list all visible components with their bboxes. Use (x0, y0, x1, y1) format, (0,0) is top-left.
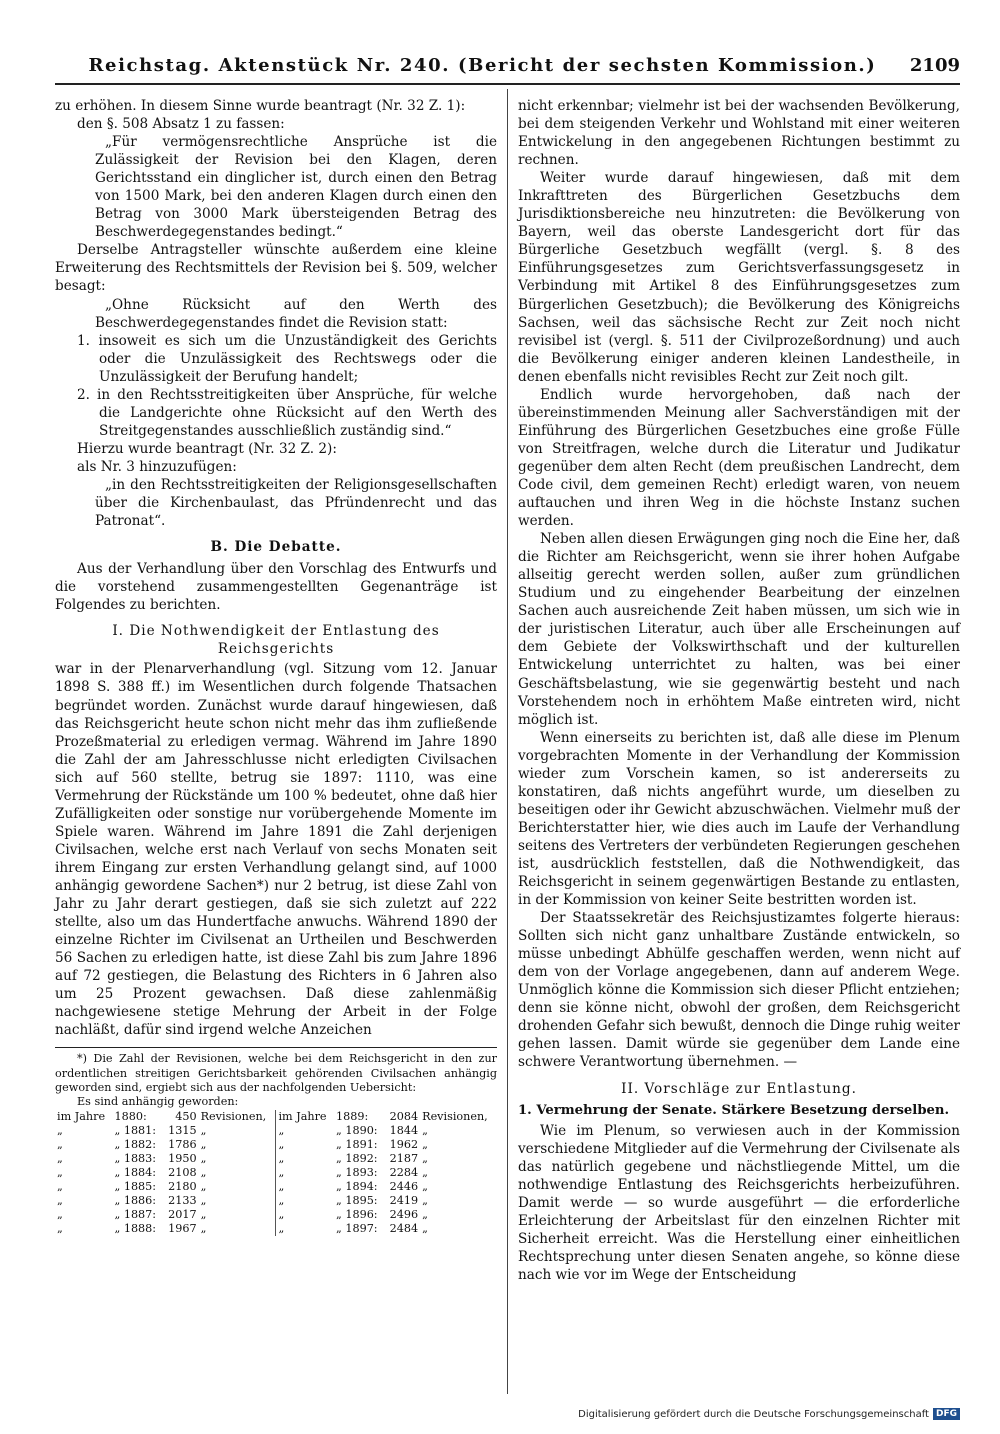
paragraph: den §. 508 Absatz 1 zu fassen: (77, 116, 285, 133)
list-item: 2. in den Rechtsstreitigkeiten über Ansprüche, für welche die Landgerichte ohne Rücksicht auf den Werth des Streitgegenstandes ausschließlich zuständig sind.“ (77, 386, 497, 439)
table-row (55, 1110, 497, 1124)
table-cell: „ (57, 1138, 63, 1152)
table-cell: „ 1886: (114, 1194, 157, 1208)
paragraph: Hierzu wurde beantragt (Nr. 32 Z. 2): (77, 440, 337, 457)
table-cell: „ (276, 1152, 334, 1166)
page-number: 2109 (909, 55, 960, 76)
table-cell: 1315 (168, 1124, 197, 1138)
table-cell: „ (276, 1124, 334, 1138)
table-cell: „ (57, 1194, 63, 1208)
footnote-text: *) Die Zahl der Revisionen, welche bei dem Reichsgericht in den zur ordentlichen streitigen Gerichtsbarkeit gehörenden Civilsachen anhängig geworden sind, ergiebt sich aus der nachfolgenden Uebersicht: (55, 1052, 497, 1094)
table-cell: „ 1890: (335, 1124, 378, 1138)
section-heading: B. Die Debatte. (210, 539, 342, 556)
table-cell: „ 1896: (335, 1208, 378, 1222)
digitization-credit (578, 1408, 960, 1420)
paragraph: als Nr. 3 hinzuzufügen: (77, 458, 237, 475)
table-cell: „ (57, 1208, 63, 1222)
table-cell: „ 1884: (114, 1166, 157, 1180)
table-row (55, 1166, 497, 1180)
table-cell: „ (57, 1222, 63, 1236)
table-cell: 2180 (168, 1180, 197, 1194)
table-cell: „ (276, 1222, 334, 1236)
running-header (55, 55, 960, 81)
header-title: Reichstag. Aktenstück Nr. 240. (Bericht der sechsten Kommission.) (88, 55, 877, 76)
table-cell: „ 1882: (114, 1138, 157, 1152)
table-cell: 2446 (389, 1180, 419, 1194)
table-row (55, 1194, 497, 1208)
table-cell: „ 1891: (335, 1138, 378, 1152)
table-cell: „ 1894: (335, 1180, 378, 1194)
table-cell: „ (422, 1152, 428, 1166)
list-item: 1. insoweit es sich um die Unzuständigkeit des Gerichts oder die Unzulässigkeit des Rechtswegs oder die Unzulässigkeit der Berufung handelt; (77, 332, 497, 385)
paragraph: nicht erkennbar; vielmehr ist bei der wachsenden Bevölkerung, bei dem steigenden Verkehr und Wohlstand mit einer weiteren Entwickelung in den angegebenen Richtungen bestimmt zu rechnen. (518, 98, 960, 169)
paragraph: Der Staatssekretär des Reichsjustizamtes folgerte hieraus: Sollten sich nicht ganz unhaltbare Zustände entwickeln, so müsse unbedingt Abhülfe geschaffen werden, wenn nicht auf dem von der Vorlage angegebenen, dann auf anderem Wege. Unmöglich könne die Kommission sich dieser Pflicht entziehen; denn sie könne nicht, obwohl der großen, dem Reichsgericht drohenden Gefahr sich bewußt, dennoch die Dinge ruhig weiter gehen lassen. Damit würde sie gegenüber dem Lande eine schwere Verantwortung übernehmen. — (518, 910, 960, 1071)
table-cell: „ 1885: (114, 1180, 157, 1194)
table-cell: „ (276, 1180, 334, 1194)
revision-stats-table (55, 1110, 497, 1236)
table-cell: 2084 (389, 1110, 419, 1124)
table-cell: „ (276, 1166, 334, 1180)
table-cell: 2419 (389, 1194, 419, 1208)
table-cell: „ 1895: (335, 1194, 378, 1208)
paragraph: Wenn einerseits zu berichten ist, daß alle diese im Plenum vorgebrachten Momente in der Verhandlung der Kommission wieder zum Vorschein kamen, so ist andererseits zu konstatiren, daß nichts angeführt wurde, um dieselben zu beseitigen oder ihr Gewicht abzuschwächen. Vielmehr muß der Berichterstatter hier, wie dies auch im Laufe der Verhandlung seitens des Vertreters der verbündeten Regierungen geschehen ist, ausdrücklich feststellen, daß die Nothwendigkeit, das Reichsgericht in seinem gegenwärtigen Bestande zu entlasten, in der Kommission von keiner Seite bestritten worden ist. (518, 729, 960, 909)
column-divider (507, 89, 508, 1394)
left-column (55, 97, 497, 1236)
table-cell: „ (422, 1222, 428, 1236)
table-cell: 2484 (389, 1222, 419, 1236)
table-cell: 1786 (168, 1138, 197, 1152)
table-cell: „ (422, 1166, 428, 1180)
table-cell: „ 1892: (335, 1152, 378, 1166)
table-cell: 2108 (168, 1166, 197, 1180)
table-cell: „ (422, 1138, 428, 1152)
right-column (518, 97, 960, 1284)
table-cell: „ (200, 1180, 207, 1194)
table-cell: „ (200, 1138, 207, 1152)
table-cell: „ 1883: (114, 1152, 157, 1166)
table-cell: 1889: (335, 1110, 369, 1124)
table-cell: „ (276, 1194, 334, 1208)
table-cell: „ (200, 1222, 207, 1236)
paragraph: Derselbe Antragsteller wünschte außerdem eine kleine Erweiterung des Rechtsmittels der Revision bei §. 509, welcher besagt: (55, 242, 497, 295)
table-cell: „ (422, 1124, 428, 1138)
table-cell: „ 1888: (114, 1222, 157, 1236)
footnote-caption: Es sind anhängig geworden: (77, 1095, 239, 1108)
paragraph: Weiter wurde darauf hingewiesen, daß mit dem Inkrafttreten des Bürgerlichen Gesetzbuchs dem Jurisdiktionsbereiche neu hinzutreten: die Bevölkerung von Bayern, weil das oberste Landesgericht dort für das Bürgerliche Gesetzbuch wegfällt (vergl. §. 8 des Einführungsgesetzes zum Gerichtsverfassungsgesetz in Verbindung mit Artikel 8 des Einführungsgesetzes zum Bürgerlichen Gesetzbuch); die Bevölkerung des Königreichs Sachsen, weil das sächsische Recht zur Zeit noch nicht revisibel ist (vergl. §. 511 der Civilprozeßordnung) und auch die Bevölkerung einiger anderen kleinen Landestheile, in denen ebenfalls nicht revisibles Recht zur Zeit noch gilt. (518, 170, 960, 385)
table-cell: 2133 (168, 1194, 197, 1208)
table-cell: „ (200, 1152, 207, 1166)
document-page (55, 55, 960, 1400)
table-cell: „ (200, 1166, 207, 1180)
paragraph: Endlich wurde hervorgehoben, daß nach der übereinstimmenden Meinung aller Sachverständigen mit der Einführung des Bürgerlichen Gesetzbuches eine große Fülle von Streitfragen, welche durch die Literatur und Judikatur gegenüber dem alten Recht (dem preußischen Landrecht, dem Code civil, dem gemeinen Recht) erledigt waren, von neuem auftauchen und ihren Weg in die höchste Instanz suchen werden. (518, 386, 960, 530)
table-cell: „ (57, 1180, 63, 1194)
table-cell: „ (57, 1166, 63, 1180)
paragraph: war in der Plenarverhandlung (vgl. Sitzung vom 12. Januar 1898 S. 388 ff.) im Wesentlichen durch folgende Thatsachen begründet worden. Zunächst wurde darauf hingewiesen, daß das Reichsgericht heute schon nicht mehr das ihm zufließende Prozeßmaterial zu erledigen vermag. Während im Jahre 1890 die Zahl der am Jahresschlusse nicht erledigten Civilsachen sich auf 560 stellte, betrug sie 1897: 1110, was eine Vermehrung der Rückstände um 100 % bedeutet, ohne daß hier Zufälligkeiten oder sonstige nur vorübergehende Momente im Spiele waren. Während im Jahre 1891 die Zahl derjenigen Civilsachen, welche erst nach Verlauf von sechs Monaten seit ihrem Eingang zur ersten Verhandlung gelangt sind, auf 1000 anhängig gewordene Sachen*) nur 2 betrug, ist diese Zahl von Jahr zu Jahr derart gestiegen, daß sie sich zuletzt auf 222 stellte, also um das Hundertfache anwuchs. Während 1890 der einzelne Richter im Civilsenat an Urtheilen und Beschwerden 56 Sachen zu erledigen hatte, ist diese Zahl bis zum Jahre 1896 auf 72 gestiegen, die Belastung des Richters in 6 Jahren also um 25 Prozent gewachsen. Daß diese zahlenmäßig nachgewiesene stetige Mehrung der Arbeit in der Folge nachläßt, dafür sind irgend welche Anzeichen (55, 661, 497, 1039)
table-cell: „ (276, 1138, 334, 1152)
table-cell: „ 1887: (114, 1208, 157, 1222)
table-cell: 1880: (114, 1110, 147, 1124)
table-cell: „ (200, 1208, 207, 1222)
table-cell: „ (422, 1194, 428, 1208)
table-cell: 2017 (168, 1208, 197, 1222)
table-row (55, 1180, 497, 1194)
table-cell: „ (422, 1208, 428, 1222)
paragraph: Aus der Verhandlung über den Vorschlag des Entwurfs und die vorstehend zusammengestellten Gegenanträge ist Folgendes zu berichten. (55, 561, 497, 614)
subsection-heading: 1. Vermehrung der Senate. Stärkere Besetzung derselben. (518, 1102, 950, 1118)
quoted-text: „Für vermögensrechtliche Ansprüche ist die Zulässigkeit der Revision bei den Klagen, deren Gerichtsstand ein dinglicher ist, durch einen den Betrag von 1500 Mark, bei den anderen Klagen durch einen den Betrag von 3000 Mark übersteigenden Betrag des Beschwerdegegenstandes bedingt.“ (95, 134, 497, 241)
table-cell: „ (200, 1194, 207, 1208)
quoted-text: „Ohne Rücksicht auf den Werth des Beschwerdegegenstandes findet die Revision statt: (95, 296, 497, 331)
table-row (55, 1152, 497, 1166)
table-row (55, 1124, 497, 1138)
paragraph: Wie im Plenum, so verwiesen auch in der Kommission verschiedene Mitglieder auf die Vermehrung der Civilsenate als das natürlich gegebene und nächstliegende Mittel, um die nothwendige Entlastung des Reichsgerichts herbeizuführen. Damit werde — so wurde ausgeführt — die erforderliche Erleichterung der Arbeitslast für den einzelnen Richter mit Sicherheit erreicht. Was die Herstellung einer einheitlichen Rechtsprechung unter diesen Senaten angehe, so könne diese nach wie vor im Wege der Entscheidung (518, 1122, 960, 1283)
table-row (55, 1222, 497, 1236)
subsection-heading: I. Die Nothwendigkeit der Entlastung des Reichsgerichts (112, 623, 440, 658)
table-cell: 2284 (389, 1166, 419, 1180)
table-cell: 1962 (389, 1138, 419, 1152)
table-cell: 2496 (389, 1208, 419, 1222)
table-cell: Revisionen, (422, 1110, 488, 1124)
table-cell: „ (276, 1208, 334, 1222)
table-row (55, 1208, 497, 1222)
table-cell: „ 1893: (335, 1166, 378, 1180)
table-cell: 1844 (389, 1124, 419, 1138)
footnote (55, 1052, 497, 1236)
table-row (55, 1138, 497, 1152)
table-cell: „ 1897: (335, 1222, 378, 1236)
paragraph: zu erhöhen. In diesem Sinne wurde beantragt (Nr. 32 Z. 1): (55, 98, 466, 114)
credit-text: Digitalisierung gefördert durch die Deutsche Forschungsgemeinschaft (578, 1408, 929, 1420)
footnote-rule (55, 1047, 497, 1048)
table-cell: 1950 (168, 1152, 197, 1166)
table-cell: „ (200, 1124, 207, 1138)
dfg-logo: DFG (933, 1408, 960, 1420)
table-cell: „ (57, 1152, 63, 1166)
table-cell: im Jahre (276, 1110, 334, 1124)
table-cell: im Jahre (57, 1110, 106, 1124)
table-cell: „ 1881: (114, 1124, 157, 1138)
paragraph: Neben allen diesen Erwägungen ging noch die Eine her, daß die Richter am Reichsgericht, wenn sie ihrer hohen Aufgabe allseitig gerecht werden sollen, außer zum gründlichen Studium und zu eingehender Bearbeitung der einzelnen Sachen auch ausreichende Zeit haben müssen, um sich wie in der juristischen Literatur, auch über alle Erscheinungen auf dem Gebiete der Volkswirthschaft und der kulturellen Entwickelung unterrichtet zu halten, was bei einer Geschäftsbelastung, wie sie gegenwärtig besteht und nach Vorstehendem noch in erhöhtem Maße eintreten wird, nicht möglich ist. (518, 531, 960, 728)
table-cell: 2187 (389, 1152, 419, 1166)
quoted-text: „in den Rechtsstreitigkeiten der Religionsgesellschaften über die Kirchenbaulast, das Pfründenrecht und das Patronat“. (95, 476, 497, 530)
table-cell: „ (57, 1124, 63, 1138)
header-rule (55, 83, 960, 85)
table-cell: „ (422, 1180, 428, 1194)
table-cell: Revisionen, (200, 1110, 267, 1124)
table-cell: 450 (175, 1110, 197, 1124)
section-heading: II. Vorschläge zur Entlastung. (621, 1080, 857, 1097)
table-cell: 1967 (168, 1222, 197, 1236)
